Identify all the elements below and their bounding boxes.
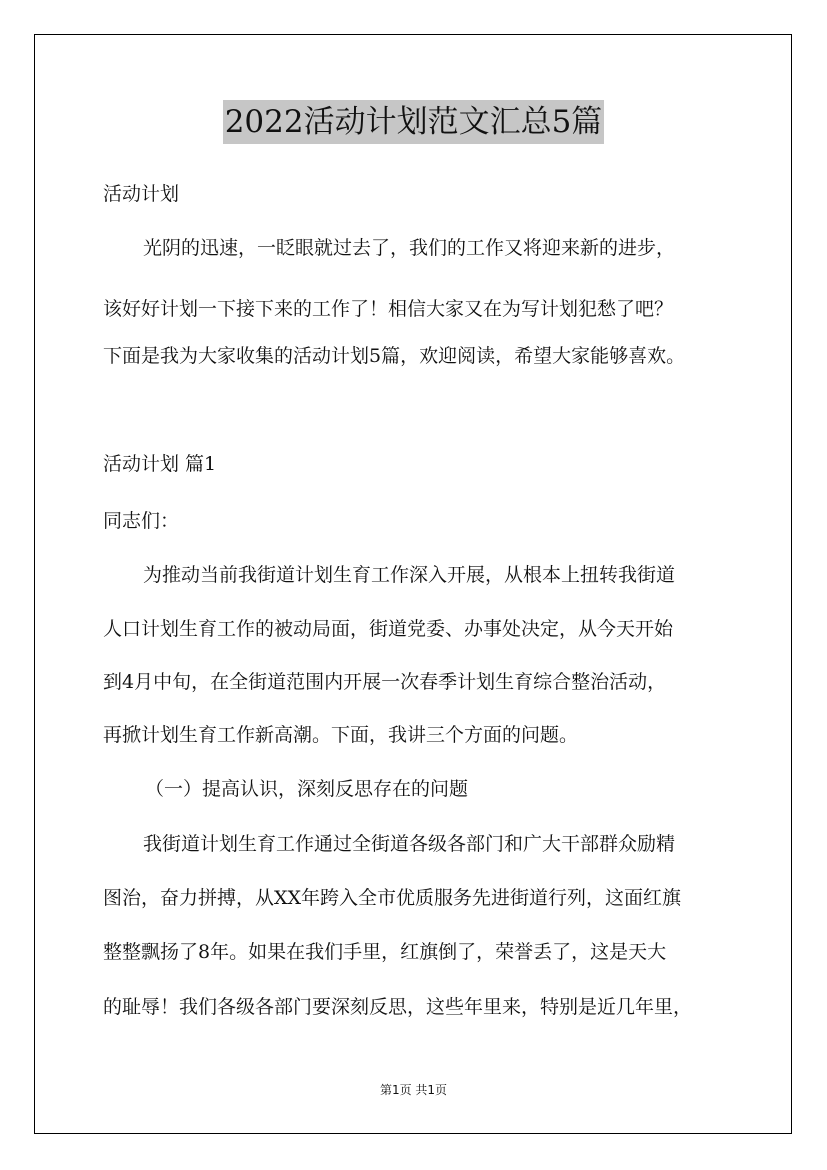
paragraph-line: 整整飘扬了8年。如果在我们手里，红旗倒了，荣誉丢了，这是天大 <box>103 941 667 963</box>
section-heading: 活动计划 <box>103 183 180 205</box>
paragraph-line: 下面是我为大家收集的活动计划5篇，欢迎阅读，希望大家能够喜欢。 <box>103 345 686 367</box>
page-footer: 第1页 共1页 <box>379 1083 448 1097</box>
paragraph-line: 为推动当前我街道计划生育工作深入开展，从根本上扭转我街道 <box>143 564 676 586</box>
article-heading: 活动计划 篇1 <box>103 453 217 475</box>
paragraph-line: 该好好计划一下接下来的工作了！相信大家又在为写计划犯愁了吧？ <box>103 298 674 320</box>
document-title: 2022活动计划范文汇总5篇 <box>223 100 605 144</box>
paragraph-line: 我街道计划生育工作通过全街道各级各部门和广大干部群众励精 <box>143 833 676 855</box>
paragraph-line: 的耻辱！我们各级各部门要深刻反思，这些年里来，特别是近几年里， <box>103 996 693 1018</box>
paragraph-line: 人口计划生育工作的被动局面，街道党委、办事处决定，从今天开始 <box>103 618 674 640</box>
paragraph-line: 图治，奋力拼搏，从XX年跨入全市优质服务先进街道行列，这面红旗 <box>103 887 682 909</box>
paragraph-line: 再掀计划生育工作新高潮。下面，我讲三个方面的问题。 <box>103 724 579 746</box>
title-wrapper <box>0 100 827 144</box>
salutation: 同志们： <box>103 510 180 532</box>
paragraph-line: 到4月中旬，在全街道范围内开展一次春季计划生育综合整治活动， <box>103 671 667 693</box>
subsection-heading: （一）提高认识，深刻反思存在的问题 <box>145 778 469 800</box>
paragraph-line: 光阴的迅速，一眨眼就过去了，我们的工作又将迎来新的进步， <box>143 237 676 259</box>
